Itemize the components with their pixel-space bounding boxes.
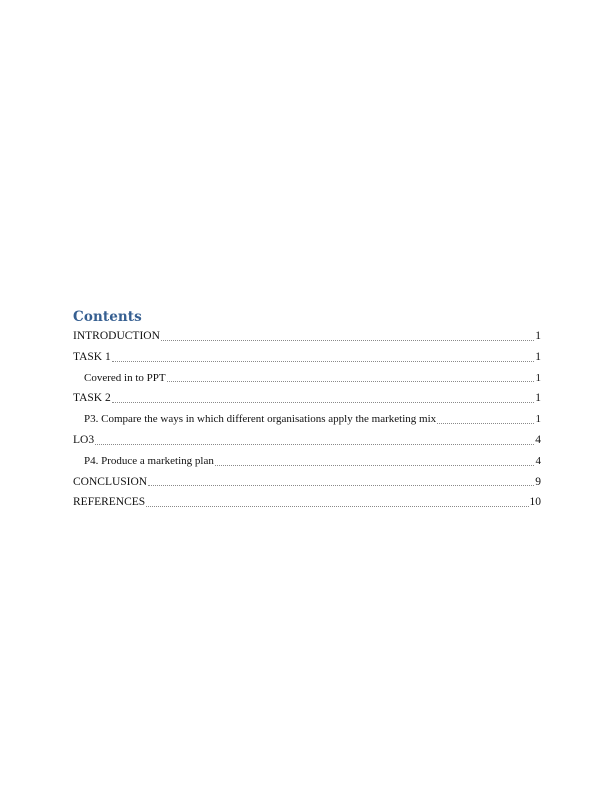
dot-leader bbox=[437, 423, 534, 424]
toc-entry-label: TASK 1 bbox=[73, 350, 111, 363]
toc-entry-label: TASK 2 bbox=[73, 392, 111, 405]
toc-entry-task-1[interactable] bbox=[73, 347, 541, 368]
toc-entry-page-number: 4 bbox=[535, 454, 541, 467]
toc-entry-page-number: 1 bbox=[535, 413, 541, 426]
toc-entry-label: REFERENCES bbox=[73, 496, 146, 509]
toc-entry-label: INTRODUCTION bbox=[73, 330, 160, 342]
toc-entry-page-number: 1 bbox=[535, 350, 541, 363]
toc-entry-references[interactable] bbox=[73, 492, 541, 513]
toc-entry-label: P4. Produce a marketing plan bbox=[84, 454, 214, 467]
toc-entry-task-2[interactable] bbox=[73, 388, 541, 409]
toc-entry-label: LO3 bbox=[73, 433, 95, 446]
toc-entry-covered-in-to-ppt[interactable] bbox=[73, 368, 541, 389]
toc-entry-lo3[interactable] bbox=[73, 430, 541, 451]
toc-entry-p3-marketing-mix[interactable] bbox=[73, 409, 541, 430]
dot-leader bbox=[215, 465, 534, 466]
toc-entry-page-number: 1 bbox=[535, 330, 541, 342]
toc-entry-page-number: 1 bbox=[535, 392, 541, 405]
dot-leader bbox=[95, 444, 534, 445]
toc-entry-page-number: 4 bbox=[535, 433, 541, 446]
toc-entry-p4-marketing-plan[interactable] bbox=[73, 451, 541, 472]
toc-entry-label: Covered in to PPT bbox=[84, 371, 166, 384]
toc-entry-label: CONCLUSION bbox=[73, 475, 148, 488]
dot-leader bbox=[112, 402, 534, 403]
toc-entry-introduction[interactable] bbox=[73, 326, 541, 347]
toc-entry-page-number: 1 bbox=[535, 371, 541, 384]
dot-leader bbox=[112, 361, 534, 362]
toc-entry-label: P3. Compare the ways in which different organisations apply the marketing mix bbox=[84, 413, 437, 426]
toc-entry-page-number: 10 bbox=[529, 496, 541, 509]
table-of-contents bbox=[73, 308, 541, 513]
toc-heading: Contents bbox=[73, 309, 142, 325]
dot-leader bbox=[167, 381, 534, 382]
toc-entry-page-number: 9 bbox=[535, 475, 541, 488]
toc-entry-conclusion[interactable] bbox=[73, 472, 541, 493]
dot-leader bbox=[146, 506, 528, 507]
dot-leader bbox=[161, 340, 534, 341]
dot-leader bbox=[148, 485, 534, 486]
